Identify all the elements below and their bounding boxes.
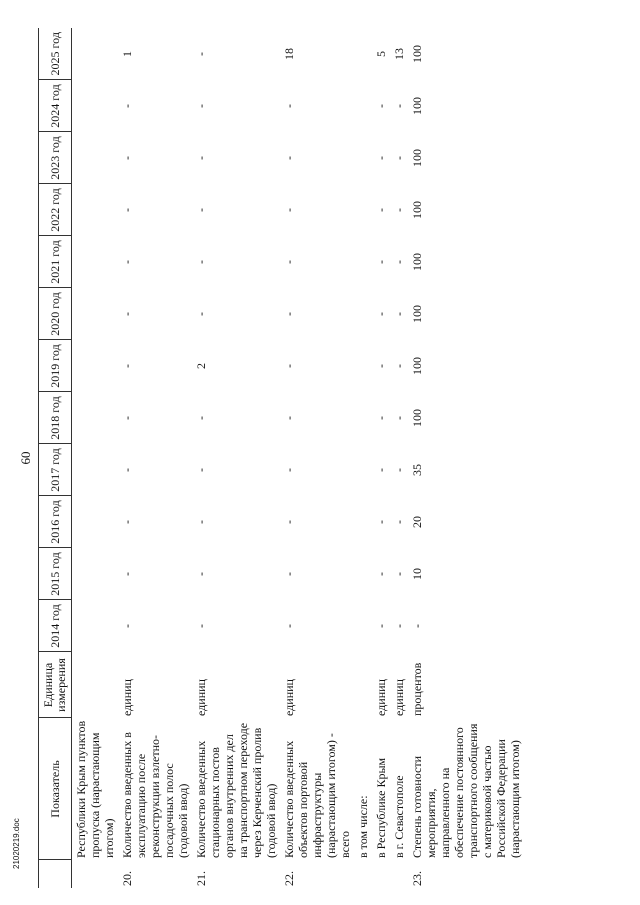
unit-cell: процентов <box>410 662 424 716</box>
indicator-name: Количество введенных стационарных постов органов внутренних дел на транспортном переходе через Керченский пролив (годовой ввод) <box>194 722 278 858</box>
row-number: 23. <box>410 871 424 886</box>
value-cell: - <box>194 416 208 420</box>
num-column-header <box>39 860 72 888</box>
row-number <box>372 860 390 888</box>
year-column-header: 2014 год <box>39 600 72 652</box>
value-cell: - <box>392 260 406 264</box>
indicators-table <box>38 28 524 888</box>
year-column-header: 2018 год <box>39 392 72 444</box>
value-cell <box>72 236 119 288</box>
indicator-name: в Республике Крым <box>374 757 388 858</box>
year-column-header: 2021 год <box>39 236 72 288</box>
year-column-header: 2022 год <box>39 184 72 236</box>
value-cell: - <box>374 364 388 368</box>
table-row <box>118 28 192 888</box>
year-column-header: 2024 год <box>39 80 72 132</box>
value-cell: 100 <box>410 149 424 167</box>
year-column-header: 2025 год <box>39 28 72 80</box>
indicator-name: в том числе: <box>356 795 370 858</box>
indicators-table-wrapper <box>38 28 524 888</box>
value-cell <box>72 340 119 392</box>
value-cell: - <box>374 312 388 316</box>
value-cell: - <box>120 520 134 524</box>
value-cell: - <box>194 468 208 472</box>
unit-cell: единиц <box>282 679 296 716</box>
year-column-header: 2019 год <box>39 340 72 392</box>
value-cell <box>72 496 119 548</box>
indicator-name: Количество введенных в эксплуатацию после реконструкции взлетно-посадочных полос (годовой ввод) <box>120 732 190 858</box>
indicator-name: Степень готовности мероприятия, направленного на обеспечение постоянного транспортного сообщения с материковой частью Российской Федерации (нарастающим итогом) <box>410 723 522 858</box>
value-cell: - <box>120 364 134 368</box>
value-cell: - <box>374 104 388 108</box>
value-cell <box>72 288 119 340</box>
unit-cell <box>72 652 119 718</box>
value-cell: - <box>392 520 406 524</box>
year-column-header: 2023 год <box>39 132 72 184</box>
value-cell: - <box>120 624 134 628</box>
table-row <box>354 28 372 888</box>
value-cell: - <box>120 156 134 160</box>
value-cell: 100 <box>410 97 424 115</box>
value-cell: - <box>374 572 388 576</box>
value-cell: - <box>194 624 208 628</box>
row-number: 21. <box>194 871 208 886</box>
value-cell: - <box>194 208 208 212</box>
value-cell <box>72 132 119 184</box>
year-column-header: 2015 год <box>39 548 72 600</box>
table-body <box>72 28 525 888</box>
value-cell: 100 <box>410 45 424 63</box>
year-column-header: 2020 год <box>39 288 72 340</box>
indicator-name: в г. Севастополе <box>392 775 406 858</box>
value-cell <box>354 288 372 340</box>
value-cell: - <box>392 208 406 212</box>
value-cell <box>72 80 119 132</box>
value-cell: - <box>282 260 296 264</box>
value-cell: - <box>374 260 388 264</box>
value-cell: 100 <box>410 201 424 219</box>
table-row <box>280 28 354 888</box>
value-cell: - <box>374 624 388 628</box>
indicator-name: Количество введенных объектов портовой инфраструктуры (нарастающим итогом) - всего <box>282 733 352 858</box>
rotated-page <box>18 28 618 888</box>
value-cell: 5 <box>374 51 388 57</box>
value-cell: - <box>120 208 134 212</box>
value-cell: 13 <box>392 48 406 60</box>
value-cell <box>354 496 372 548</box>
document-id-footer: 21020219.doc <box>12 818 21 869</box>
unit-cell <box>354 652 372 718</box>
value-cell: 1 <box>120 51 134 57</box>
value-cell: - <box>392 468 406 472</box>
value-cell: 100 <box>410 409 424 427</box>
value-cell: 18 <box>282 48 296 60</box>
row-number <box>390 860 408 888</box>
table-header-row <box>39 28 72 888</box>
value-cell: - <box>392 624 406 628</box>
table-row <box>372 28 390 888</box>
value-cell: - <box>194 52 208 56</box>
row-number <box>72 860 119 888</box>
row-number: 22. <box>282 871 296 886</box>
value-cell: - <box>120 260 134 264</box>
value-cell <box>72 548 119 600</box>
year-column-header: 2016 год <box>39 496 72 548</box>
value-cell: - <box>282 520 296 524</box>
value-cell <box>354 236 372 288</box>
value-cell: - <box>374 416 388 420</box>
value-cell <box>354 132 372 184</box>
table-row <box>72 28 119 888</box>
value-cell: 100 <box>410 253 424 271</box>
value-cell: - <box>282 312 296 316</box>
value-cell: - <box>374 520 388 524</box>
value-cell: - <box>194 312 208 316</box>
value-cell: - <box>282 156 296 160</box>
value-cell: - <box>120 312 134 316</box>
value-cell: 20 <box>410 516 424 528</box>
row-number: 20. <box>120 871 134 886</box>
unit-cell: единиц <box>374 679 388 716</box>
table-row <box>408 28 524 888</box>
value-cell <box>354 28 372 80</box>
value-cell <box>354 80 372 132</box>
value-cell: - <box>282 468 296 472</box>
value-cell: - <box>392 104 406 108</box>
value-cell <box>354 340 372 392</box>
value-cell <box>354 184 372 236</box>
value-cell: - <box>120 468 134 472</box>
value-cell: - <box>120 572 134 576</box>
value-cell: - <box>392 312 406 316</box>
value-cell <box>354 392 372 444</box>
value-cell: - <box>282 364 296 368</box>
value-cell: - <box>194 156 208 160</box>
value-cell: 10 <box>410 568 424 580</box>
table-row <box>390 28 408 888</box>
value-cell <box>72 392 119 444</box>
value-cell: - <box>120 416 134 420</box>
unit-cell: единиц <box>392 679 406 716</box>
table-row <box>192 28 280 888</box>
value-cell: - <box>282 416 296 420</box>
value-cell: - <box>282 104 296 108</box>
value-cell: - <box>194 260 208 264</box>
value-cell: - <box>392 364 406 368</box>
value-cell: - <box>392 572 406 576</box>
value-cell: 100 <box>410 357 424 375</box>
value-cell <box>72 444 119 496</box>
value-cell: 2 <box>194 363 208 369</box>
page-number: 60 <box>18 451 33 465</box>
value-cell: - <box>410 624 424 628</box>
value-cell <box>72 184 119 236</box>
value-cell: - <box>282 572 296 576</box>
value-cell: - <box>392 416 406 420</box>
unit-cell: единиц <box>120 679 134 716</box>
indicator-name: Республики Крым пунктов пропуска (нарастающим итогом) <box>74 720 116 858</box>
value-cell <box>72 28 119 80</box>
value-cell <box>354 600 372 652</box>
value-cell: 100 <box>410 305 424 323</box>
indicator-column-header: Показатель <box>39 718 72 860</box>
value-cell: - <box>374 156 388 160</box>
value-cell: - <box>194 104 208 108</box>
unit-cell: единиц <box>194 679 208 716</box>
value-cell: 35 <box>410 464 424 476</box>
value-cell: - <box>194 520 208 524</box>
year-column-header: 2017 год <box>39 444 72 496</box>
value-cell <box>354 548 372 600</box>
value-cell: - <box>282 208 296 212</box>
value-cell <box>354 444 372 496</box>
value-cell: - <box>374 208 388 212</box>
value-cell <box>72 600 119 652</box>
value-cell: - <box>374 468 388 472</box>
value-cell: - <box>392 156 406 160</box>
value-cell: - <box>120 104 134 108</box>
value-cell: - <box>194 572 208 576</box>
row-number <box>354 860 372 888</box>
value-cell: - <box>282 624 296 628</box>
unit-column-header: Единица измерения <box>39 652 72 718</box>
